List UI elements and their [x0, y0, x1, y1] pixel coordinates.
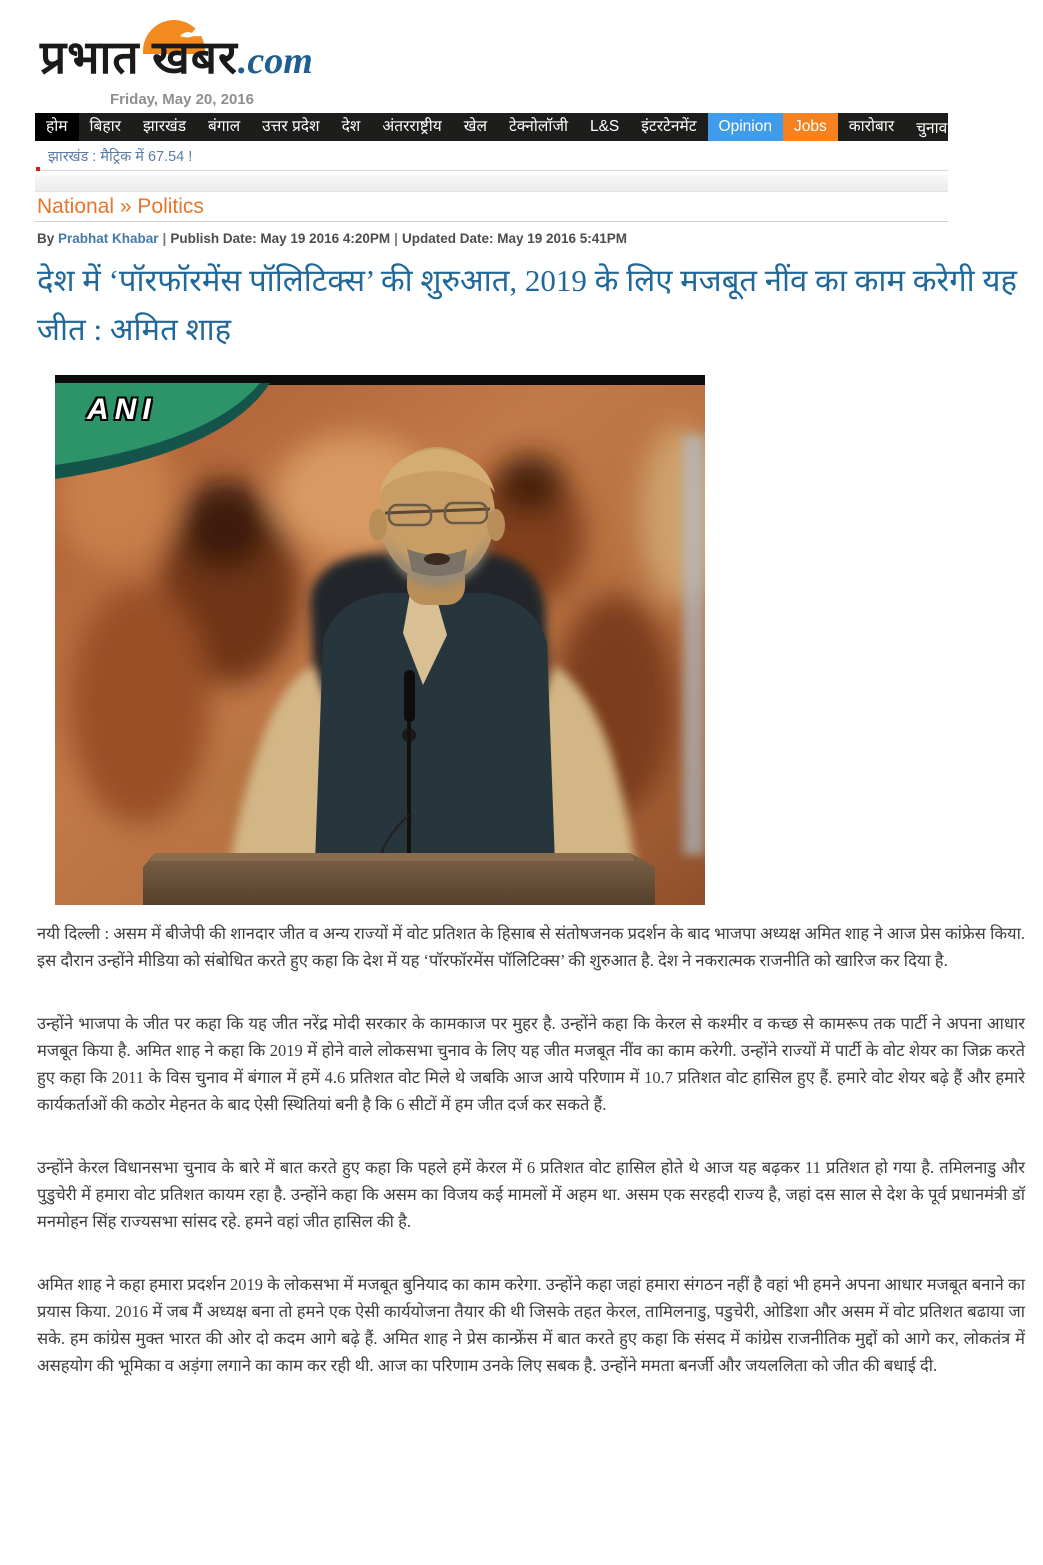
current-date: Friday, May 20, 2016 [110, 91, 254, 108]
nav-item-desh[interactable]: देश [341, 118, 361, 135]
nav-item-entertainment[interactable]: इंटरटेनमेंट [641, 118, 697, 135]
nav-item-technology[interactable]: टेक्नोलॉजी [509, 118, 568, 135]
nav-item-karobar[interactable]: कारोबार [848, 118, 895, 135]
ticker-headline[interactable]: झारखंड : मैट्रिक में 67.54 ! [48, 149, 193, 165]
site-header [35, 18, 948, 108]
paragraph: नयी दिल्ली : असम में बीजेपी की शानदार जीत व अन्य राज्यों में वोट प्रतिशत के हिसाब से संतोषजनक प्रदर्शन के बाद भाजपा अध्यक्ष अमित शाह ने आज प्रेस कांफ्रेस किया. इस दौरान उन्होंने मीडिया को संबोधित करते हुए कहा कि देश में यह ‘पॉरफॉरमेंस पॉलिटिक्स’ की शुरुआत है. देश ने नकरात्मक राजनीति को खारिज कर दिया है. [37, 924, 1025, 970]
nav-item-uttar-pradesh[interactable]: उत्तर प्रदेश [262, 118, 320, 135]
nav-item-home[interactable]: होम [35, 113, 79, 141]
logo-text: प्रभात खबर [40, 32, 238, 83]
byline [37, 231, 627, 246]
article-photo [55, 375, 705, 905]
paragraph: उन्होंने भाजपा के जीत पर कहा कि यह जीत नरेंद्र मोदी सरकार के कामकाज पर मुहर है. उन्होंने कहा कि केरल से कश्मीर व कच्छ से कामरूप तक पार्टी ने अपना आधार मजबूत किया है. अमित शाह ने कहा कि 2019 में होने वाले लोकसभा चुनाव के लिए यह जीत मजबूत नींव का काम करेगी. उन्होंने राज्यों में पार्टी के वोट शेयर का जिक्र करते हुए कहा कि 2011 के विस चुनाव में बंगाल में हमें 4.6 प्रतिशत वोट मिले थे जबकि आज आये परिणाम में 10.7 प्रतिशत वोट हासिल हुए हैं. हमारे वोट शेयर बढ़े हैं और हमारे कार्यकर्ताओं की कठोर मेहनत के बाद ऐसी स्थितियां बनी है कि 6 सीटों में हम जीत दर्ज कर सकते हैं. [37, 1014, 1025, 1114]
nav-item-sports[interactable]: खेल [463, 118, 487, 135]
nav-item-jobs[interactable]: Jobs [783, 113, 838, 141]
publish-date: Publish Date: May 19 2016 4:20PM [170, 231, 391, 246]
main-nav [35, 113, 1001, 141]
nav-item-opinion[interactable]: Opinion [708, 113, 783, 141]
article-headline: देश में ‘पॉरफॉरमेंस पॉलिटिक्स’ की शुरुआत, 2019 के लिए मजबूत नींव का काम करेगी यह जीत : अमित शाह [37, 263, 1017, 347]
byline-by: By [37, 231, 59, 246]
byline-separator: | [394, 231, 398, 246]
paragraph: अमित शाह ने कहा हमारा प्रदर्शन 2019 के लोकसभा में मजबूत बुनियाद का काम करेगा. उन्होंने कहा जहां हमारा संगठन नहीं है वहां भी हमने अपना आधार मजबूत बनाने का प्रयास किया. 2016 में जब मैं अध्यक्ष बना तो हमने एक ऐसी कार्ययोजना तैयार की थी जिसके तहत केरल, तामिलनाडु, पडुचेरी, ओडिशा और असम में वोट प्रतिशत बढाया जा सके. हम कांग्रेस मुक्त भारत की ओर दो कदम आगे बढ़े हैं. अमित शाह ने प्रेस कान्फ्रेंस में बात करते हुए कहा कि संसद में कांग्रेस राजनीतिक मुद्दों को आगे कर, लोकतंत्र में असहयोग की भूमिका व अड़ंगा लगाने का काम कर रही थी. आज का परिणाम उनके लिए सबक है. उन्होंने ममता बनर्जी और जयललिता को जीत की बधाई दी. [37, 1275, 1025, 1375]
nav-item-international[interactable]: अंतरराष्ट्रीय [382, 118, 442, 135]
divider-bar [35, 175, 948, 192]
ticker-dot [36, 167, 40, 171]
chunav-label: चुनाव [916, 120, 948, 137]
nav-item-bihar[interactable]: बिहार [89, 118, 121, 135]
site-logo[interactable] [40, 18, 313, 90]
byline-separator: | [162, 231, 167, 246]
nav-item-chunav-2016[interactable] [905, 113, 1011, 141]
updated-date: Updated Date: May 19 2016 5:41PM [401, 231, 628, 246]
chunav-year: 2016 [951, 114, 1001, 139]
logo-tld-text: .com [237, 40, 313, 82]
paragraph: उन्होंने केरल विधानसभा चुनाव के बारे में बात करते हुए कहा कि पहले हमें केरल में 6 प्रतिशत वोट हासिल होते थे आज यह बढ़कर 11 प्रतिशत हो गया है. तमिलनाडु और पुडुचेरी में हमारा वोट प्रतिशत कायम रहा है. उन्होंने कहा कि असम का विजय कई मामलों में अहम था. असम एक सरहदी राज्य है, जहां दस साल से देश के पूर्व प्रधानमंत्री डॉ मनमोहन सिंह राज्यसभा सांसद रहे. हमने वहां जीत हासिल की है. [37, 1158, 1025, 1231]
nav-item-ls[interactable]: L&S [589, 118, 620, 135]
horizontal-rule [35, 221, 948, 222]
news-ticker [35, 141, 948, 171]
article-body [37, 920, 1025, 1415]
author-link[interactable]: Prabhat Khabar [58, 231, 159, 246]
breadcrumb[interactable]: National » Politics [37, 195, 204, 218]
nav-item-jharkhand[interactable]: झारखंड [142, 118, 187, 135]
ani-watermark: ANI [87, 393, 157, 426]
nav-item-bengal[interactable]: बंगाल [208, 118, 241, 135]
